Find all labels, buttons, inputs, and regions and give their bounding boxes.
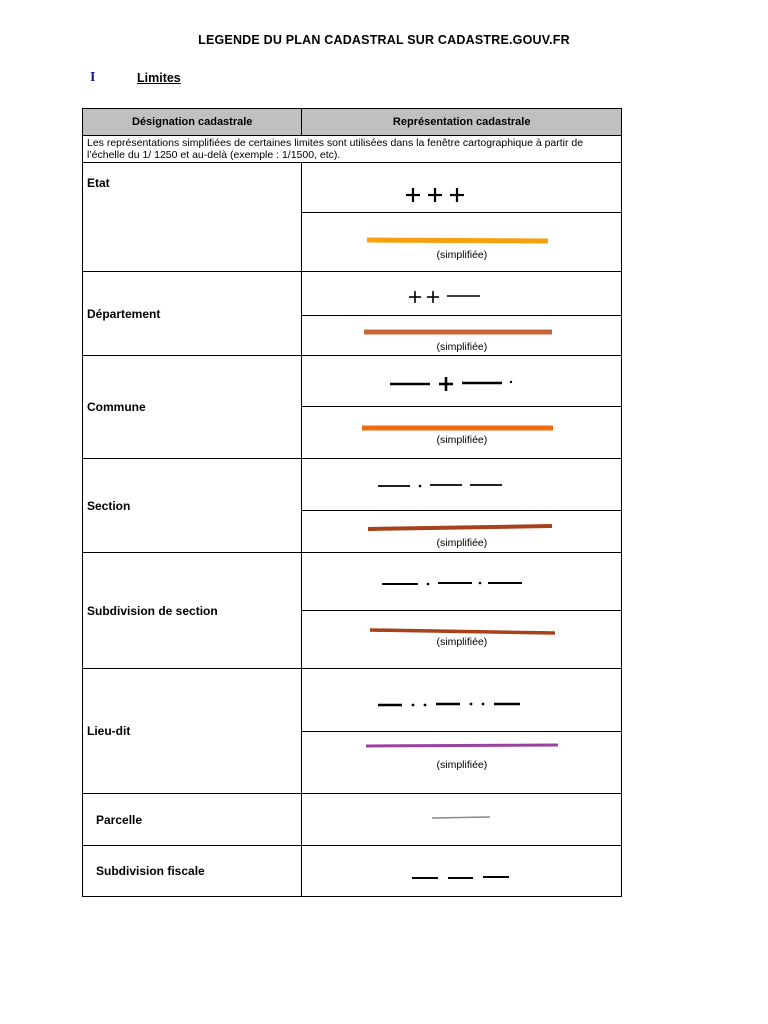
row-name-commune: Commune [83, 356, 302, 459]
simplified-section [302, 511, 622, 553]
departement-symbol-graphic [302, 272, 621, 315]
lieu-dit-symbol-graphic [302, 669, 621, 731]
symbol-subdivision-section [302, 553, 622, 611]
simplified-departement [302, 316, 622, 356]
subdivision-fiscale-symbol-graphic [302, 846, 621, 896]
note-text: Les représentations simplifiées de certaines limites sont utilisées dans la fenêtre cartographique à partir de l’échelle du 1/ 1250 et au-delà (exemple : 1/1500, etc). [83, 136, 622, 163]
simplified-subdivision-section [302, 611, 622, 669]
row-name-section: Section [83, 459, 302, 553]
etat-symbol-graphic [302, 163, 621, 212]
header-row [83, 109, 622, 136]
row-name-subdivision-fiscale: Subdivision fiscale [83, 846, 302, 897]
header-representation: Représentation cadastrale [302, 109, 622, 136]
simplified-label: (simplifiée) [436, 759, 488, 771]
simplified-label: (simplifiée) [436, 537, 488, 549]
document-title: LEGENDE DU PLAN CADASTRAL SUR CADASTRE.GOUV.FR [198, 33, 570, 47]
symbol-departement [302, 272, 622, 316]
table-row [83, 794, 622, 846]
simplified-label: (simplifiée) [436, 636, 488, 648]
row-name-subdivision-section: Subdivision de section [83, 553, 302, 669]
section-symbol-graphic [302, 459, 621, 510]
table-row [83, 553, 622, 611]
header-designation: Désignation cadastrale [83, 109, 302, 136]
table-row [83, 272, 622, 316]
symbol-parcelle [302, 794, 622, 846]
parcelle-symbol-graphic [302, 794, 621, 845]
symbol-section [302, 459, 622, 511]
commune-symbol-graphic [302, 356, 621, 406]
symbol-lieu-dit [302, 669, 622, 732]
legend-table [82, 108, 622, 897]
symbol-etat [302, 163, 622, 213]
simplified-label: (simplifiée) [436, 341, 488, 353]
etat-simplified-line [302, 213, 621, 271]
table-row [83, 846, 622, 897]
section-label: Limites [137, 71, 181, 85]
symbol-commune [302, 356, 622, 407]
subdivision-section-symbol-graphic [302, 553, 621, 610]
symbol-subdivision-fiscale [302, 846, 622, 897]
row-name-lieu-dit: Lieu-dit [83, 669, 302, 794]
row-name-departement: Département [83, 272, 302, 356]
row-name-parcelle: Parcelle [83, 794, 302, 846]
section-number: I [90, 70, 96, 85]
table-row [83, 669, 622, 732]
table-row [83, 459, 622, 511]
table-row [83, 356, 622, 407]
simplified-label: (simplifiée) [436, 434, 488, 446]
simplified-lieu-dit [302, 732, 622, 794]
row-name-etat: Etat [83, 163, 302, 272]
note-row [83, 136, 622, 163]
table-row [83, 163, 622, 213]
simplified-etat [302, 213, 622, 272]
commune-simplified-line [302, 407, 621, 458]
simplified-label: (simplifiée) [436, 249, 488, 261]
simplified-commune [302, 407, 622, 459]
